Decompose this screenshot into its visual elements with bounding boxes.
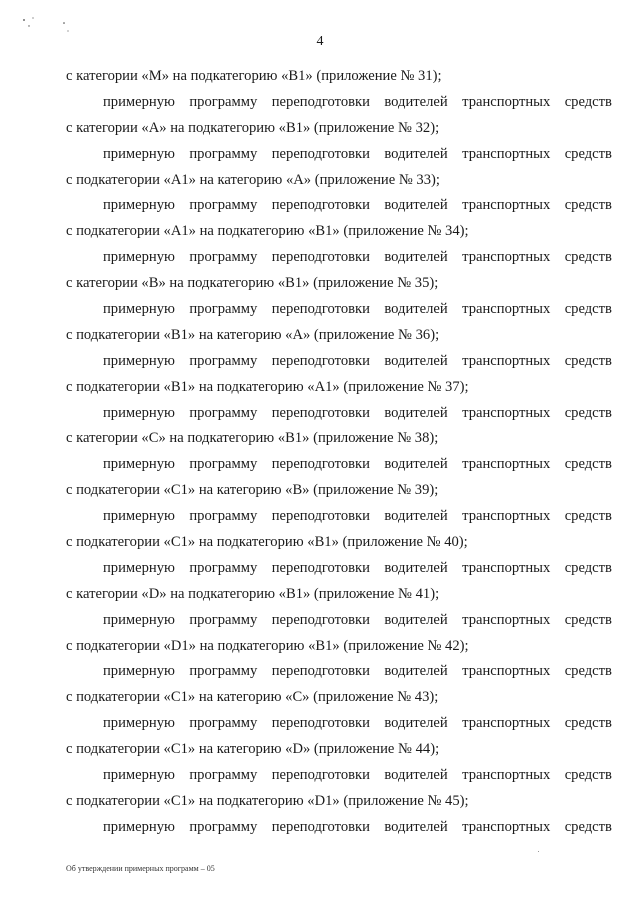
paragraph-tail-line: с подкатегории «С1» на категорию «В» (приложение № 39);: [66, 482, 439, 499]
lead-word: средств: [564, 197, 612, 214]
lead-word: программу: [189, 559, 258, 576]
lead-word: транспортных: [462, 559, 551, 576]
lead-word: водителей: [384, 663, 448, 680]
paragraph-lead-line: [66, 349, 612, 375]
paragraph-tail-line: с категории «D» на подкатегорию «В1» (приложение № 41);: [66, 585, 440, 602]
lead-word: программу: [189, 404, 258, 421]
lead-word: средств: [564, 404, 612, 421]
lead-word: переподготовки: [271, 456, 370, 473]
lead-word: транспортных: [462, 767, 551, 784]
paragraph-lead-line: [66, 452, 612, 478]
paragraph-tail-line: с подкатегории «А1» на категорию «А» (приложение № 33);: [66, 171, 440, 188]
lead-word: водителей: [384, 301, 448, 318]
lead-word: переподготовки: [271, 559, 370, 576]
lead-word: программу: [189, 456, 258, 473]
lead-word: средств: [564, 559, 612, 576]
lead-word: средств: [564, 663, 612, 680]
lead-word: переподготовки: [271, 249, 370, 266]
lead-word: средств: [564, 611, 612, 628]
lead-word: водителей: [384, 818, 448, 835]
lead-word: переподготовки: [271, 818, 370, 835]
paragraph-tail-line: с подкатегории «А1» на подкатегорию «В1» (приложение № 34);: [66, 223, 469, 240]
lead-word: примерную: [103, 249, 175, 266]
lead-word: транспортных: [462, 611, 551, 628]
lead-word: примерную: [103, 404, 175, 421]
lead-word: переподготовки: [271, 663, 370, 680]
paragraph-lead-line: [66, 504, 612, 530]
lead-word: программу: [189, 663, 258, 680]
lead-word: переподготовки: [271, 301, 370, 318]
page-number: 4: [316, 34, 324, 49]
lead-word: водителей: [384, 715, 448, 732]
paragraph-tail-line: с подкатегории «С1» на категорию «С» (приложение № 43);: [66, 689, 439, 706]
lead-word: средств: [564, 249, 612, 266]
lead-word: программу: [189, 508, 258, 525]
document-footer: Об утверждении примерных программ – 05: [66, 864, 215, 873]
lead-word: средств: [564, 456, 612, 473]
paragraph-lead-line: [66, 142, 612, 168]
paragraph-lead-line: [66, 815, 612, 841]
lead-word: транспортных: [462, 404, 551, 421]
lead-word: транспортных: [462, 301, 551, 318]
lead-word: водителей: [384, 559, 448, 576]
lead-word: примерную: [103, 93, 175, 110]
lead-word: средств: [564, 93, 612, 110]
lead-word: переподготовки: [271, 197, 370, 214]
lead-word: программу: [189, 93, 258, 110]
lead-word: водителей: [384, 145, 448, 162]
lead-word: транспортных: [462, 93, 551, 110]
document-body: [66, 64, 612, 841]
paragraph-tail-line: с подкатегории «В1» на подкатегорию «А1» (приложение № 37);: [66, 378, 469, 395]
lead-word: переподготовки: [271, 93, 370, 110]
lead-word: примерную: [103, 663, 175, 680]
lead-word: примерную: [103, 611, 175, 628]
lead-word: водителей: [384, 456, 448, 473]
lead-word: переподготовки: [271, 508, 370, 525]
lead-word: средств: [564, 508, 612, 525]
lead-word: транспортных: [462, 818, 551, 835]
paragraph-lead-line: [66, 659, 612, 685]
lead-word: программу: [189, 818, 258, 835]
paragraph-lead-line: [66, 608, 612, 634]
paragraph-tail-line: с категории «А» на подкатегорию «В1» (приложение № 32);: [66, 119, 440, 136]
lead-word: примерную: [103, 767, 175, 784]
paragraph-lead-line: [66, 401, 612, 427]
lead-word: транспортных: [462, 663, 551, 680]
paragraph-tail-line: с категории «В» на подкатегорию «В1» (приложение № 35);: [66, 275, 439, 292]
lead-word: водителей: [384, 93, 448, 110]
lead-word: средств: [564, 818, 612, 835]
lead-word: программу: [189, 715, 258, 732]
lead-word: водителей: [384, 197, 448, 214]
paragraph-tail-line: с категории «С» на подкатегорию «В1» (приложение № 38);: [66, 430, 439, 447]
scan-mark: [538, 851, 539, 852]
lead-word: переподготовки: [271, 352, 370, 369]
lead-word: переподготовки: [271, 715, 370, 732]
paragraph-lead-line: [66, 763, 612, 789]
lead-word: примерную: [103, 197, 175, 214]
lead-word: программу: [189, 249, 258, 266]
lead-word: транспортных: [462, 715, 551, 732]
lead-word: примерную: [103, 301, 175, 318]
lead-word: примерную: [103, 352, 175, 369]
lead-word: водителей: [384, 404, 448, 421]
lead-word: переподготовки: [271, 611, 370, 628]
paragraph-tail-line: с подкатегории «С1» на категорию «D» (приложение № 44);: [66, 741, 440, 758]
lead-word: примерную: [103, 508, 175, 525]
lead-word: водителей: [384, 352, 448, 369]
paragraph-tail-line: с подкатегории «С1» на подкатегорию «В1» (приложение № 40);: [66, 534, 468, 551]
lead-word: примерную: [103, 818, 175, 835]
lead-word: программу: [189, 352, 258, 369]
paragraph-lead-line: [66, 556, 612, 582]
paragraph-tail-line: с подкатегории «D1» на подкатегорию «В1» (приложение № 42);: [66, 637, 469, 654]
lead-word: программу: [189, 767, 258, 784]
paragraph-lead-line: [66, 90, 612, 116]
lead-word: программу: [189, 197, 258, 214]
lead-word: водителей: [384, 249, 448, 266]
lead-word: примерную: [103, 456, 175, 473]
lead-word: средств: [564, 301, 612, 318]
lead-word: программу: [189, 301, 258, 318]
lead-word: переподготовки: [271, 404, 370, 421]
lead-word: средств: [564, 352, 612, 369]
lead-word: примерную: [103, 559, 175, 576]
lead-word: транспортных: [462, 249, 551, 266]
lead-word: транспортных: [462, 145, 551, 162]
paragraph-tail-line: с категории «М» на подкатегорию «В1» (приложение № 31);: [66, 68, 442, 84]
lead-word: примерную: [103, 145, 175, 162]
paragraph-lead-line: [66, 297, 612, 323]
lead-word: водителей: [384, 611, 448, 628]
lead-word: примерную: [103, 715, 175, 732]
lead-word: средств: [564, 715, 612, 732]
lead-word: программу: [189, 145, 258, 162]
paragraph-tail-line: с подкатегории «С1» на подкатегорию «D1» (приложение № 45);: [66, 792, 469, 809]
lead-word: транспортных: [462, 197, 551, 214]
lead-word: переподготовки: [271, 145, 370, 162]
lead-word: переподготовки: [271, 767, 370, 784]
lead-word: транспортных: [462, 508, 551, 525]
lead-word: программу: [189, 611, 258, 628]
paragraph-lead-line: [66, 193, 612, 219]
paragraph-lead-line: [66, 711, 612, 737]
lead-word: средств: [564, 145, 612, 162]
lead-word: средств: [564, 767, 612, 784]
paragraph-tail-line: с подкатегории «В1» на категорию «А» (приложение № 36);: [66, 326, 440, 343]
lead-word: водителей: [384, 508, 448, 525]
lead-word: транспортных: [462, 456, 551, 473]
paragraph-lead-line: [66, 245, 612, 271]
lead-word: транспортных: [462, 352, 551, 369]
lead-word: водителей: [384, 767, 448, 784]
